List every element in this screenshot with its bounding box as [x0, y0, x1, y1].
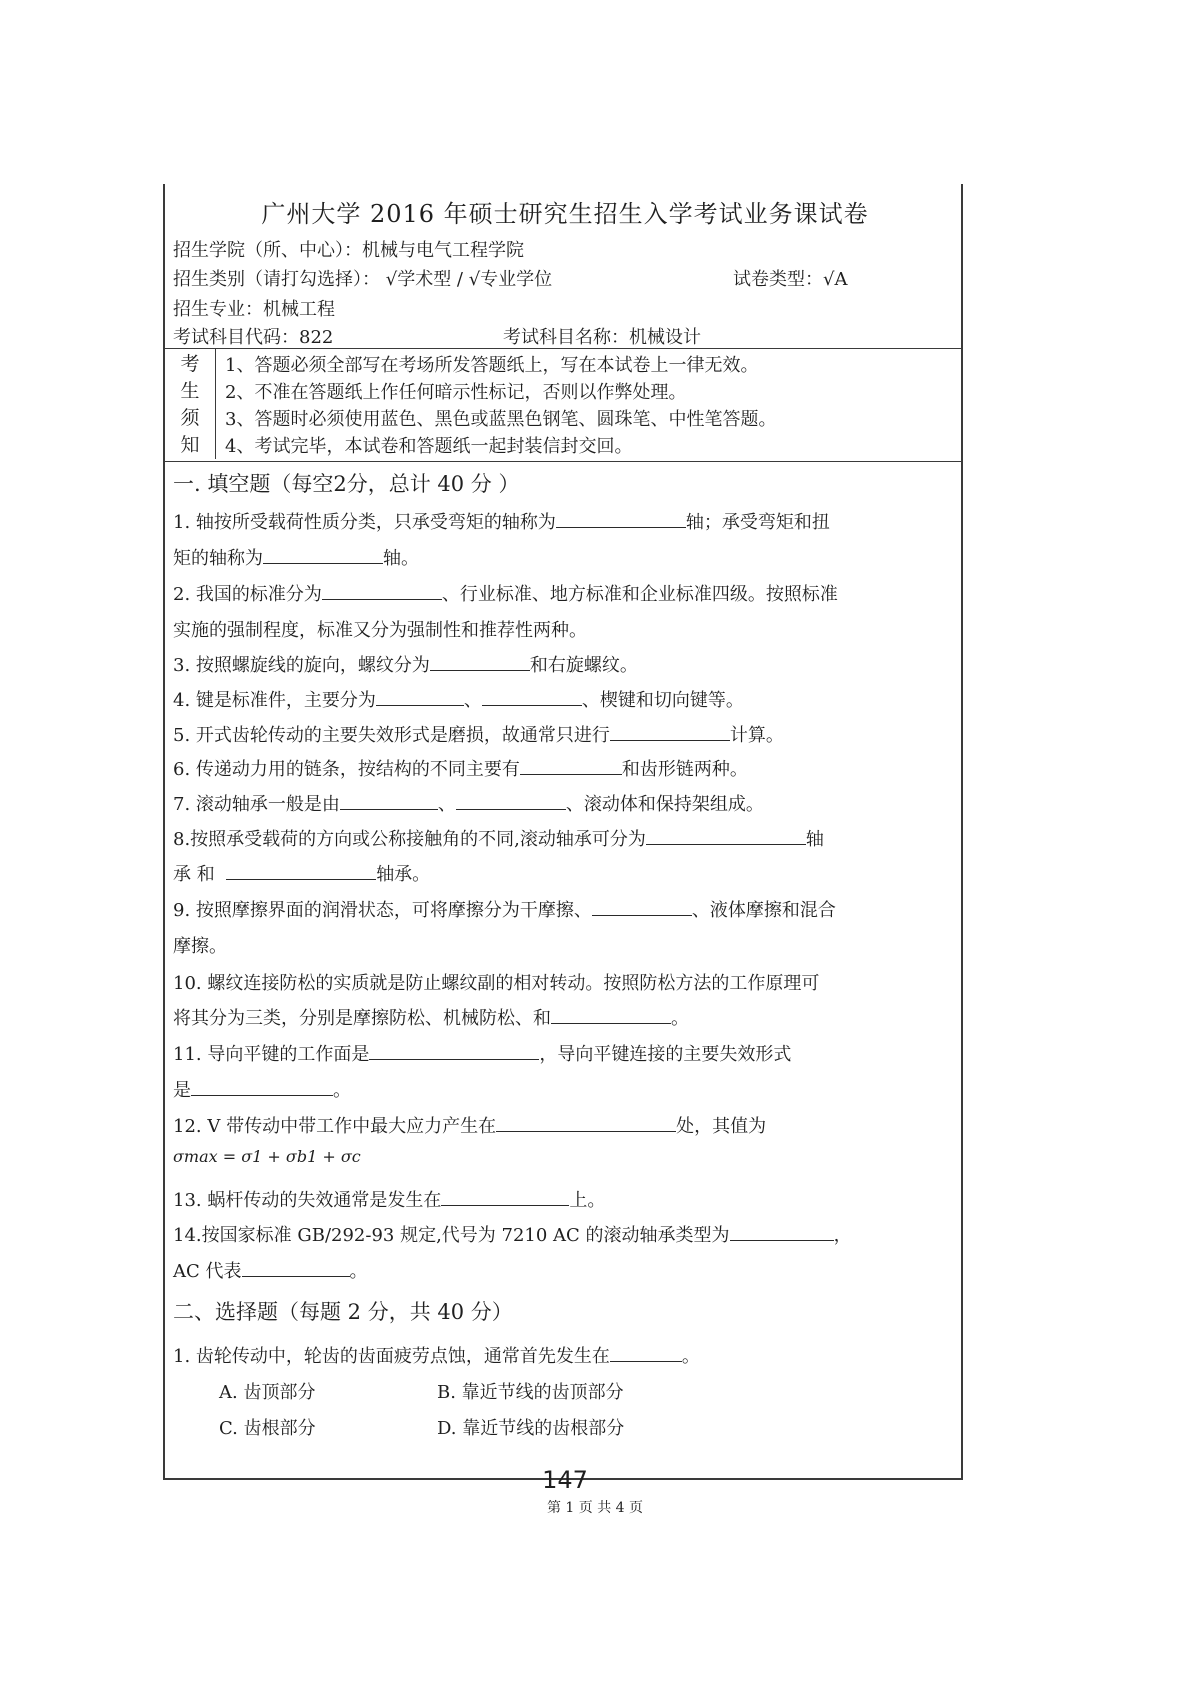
question-1-3: 3. 按照螺旋线的旋向，螺纹分为 和右旋螺纹。 — [173, 651, 638, 677]
notice-side-label — [165, 349, 216, 459]
answer-blank[interactable] — [551, 1005, 671, 1024]
page-footer: 第 1 页 共 4 页 — [546, 1500, 644, 1516]
question-1-9: 9. 按照摩擦界面的润滑状态，可将摩擦分为干摩擦、 、液体摩擦和混合 — [173, 896, 836, 922]
subject-code: 考试科目代码：822 — [173, 327, 334, 348]
answer-blank[interactable] — [610, 1343, 682, 1362]
divider — [165, 461, 961, 462]
answer-blank[interactable] — [556, 509, 686, 528]
notice-side-char: 须 — [180, 407, 200, 429]
answer-blank[interactable] — [242, 1258, 350, 1277]
answer-blank[interactable] — [369, 1041, 539, 1060]
college-line: 招生学院（所、中心）：机械与电气工程学院 — [173, 240, 524, 261]
paper-type: 试卷类型：√A — [733, 269, 848, 290]
question-1-5: 5. 开式齿轮传动的主要失效形式是磨损，故通常只进行 计算。 — [173, 721, 784, 747]
category-line — [173, 265, 953, 291]
subject-name: 考试科目名称：机械设计 — [503, 327, 701, 348]
question-1-13: 13. 蜗杆传动的失效通常是发生在 上。 — [173, 1186, 605, 1212]
exam-title: 广州大学 2016 年硕士研究生招生入学考试业务课试卷 — [261, 200, 869, 228]
answer-blank[interactable] — [520, 756, 622, 775]
answer-blank[interactable] — [191, 1077, 333, 1096]
question-1-10: 10. 螺纹连接防松的实质就是防止螺纹副的相对转动。按照防松方法的工作原理可 — [173, 973, 820, 994]
question-1-1: 1. 轴按所受载荷性质分类，只承受弯矩的轴称为 轴；承受弯矩和扭 — [173, 508, 830, 534]
answer-blank[interactable] — [263, 545, 383, 564]
candidate-notice — [165, 349, 961, 459]
notice-line: 1、答题必须全部写在考场所发答题纸上，写在本试卷上一律无效。 — [225, 355, 759, 376]
question-1-2: 2. 我国的标准分为 、行业标准、地方标准和企业标准四级。按照标准 — [173, 580, 838, 606]
answer-blank[interactable] — [610, 722, 730, 741]
question-1-6: 6. 传递动力用的链条，按结构的不同主要有 和齿形链两种。 — [173, 755, 748, 781]
question-1-4: 4. 键是标准件，主要分为 、 、楔键和切向键等。 — [173, 686, 744, 712]
answer-blank[interactable] — [496, 1113, 676, 1132]
max-stress-formula: σmax = σ1 + σb1 + σc — [173, 1147, 361, 1166]
question-1-7: 7. 滚动轴承一般是由 、 、滚动体和保持架组成。 — [173, 790, 764, 816]
answer-blank[interactable] — [376, 687, 464, 706]
answer-blank[interactable] — [646, 826, 806, 845]
category-text: 招生类别（请打勾选择）： √学术型 / √专业学位 — [173, 269, 553, 290]
option-c: C. 齿根部分 — [219, 1418, 316, 1439]
notice-line: 4、考试完毕，本试卷和答题纸一起封装信封交回。 — [225, 436, 633, 457]
major-line: 招生专业：机械工程 — [173, 299, 335, 320]
notice-side-char: 生 — [180, 380, 200, 402]
answer-blank[interactable] — [226, 861, 376, 880]
section-1-heading: 一. 填空题（每空2分，总计 40 分 ） — [173, 472, 520, 496]
question-1-11-cont: 是 。 — [173, 1076, 351, 1102]
option-a: A. 齿顶部分 — [219, 1382, 316, 1403]
answer-blank[interactable] — [730, 1222, 834, 1241]
question-1-1-cont: 矩的轴称为 轴。 — [173, 544, 419, 570]
section-2-heading: 二、选择题（每题 2 分，共 40 分） — [173, 1300, 513, 1324]
answer-blank[interactable] — [482, 687, 582, 706]
question-1-8-cont: 承 和 轴承。 — [173, 860, 430, 886]
question-1-14-cont: AC 代表 。 — [173, 1257, 368, 1283]
question-1-2-cont: 实施的强制程度，标准又分为强制性和推荐性两种。 — [173, 620, 587, 641]
answer-blank[interactable] — [441, 1187, 569, 1206]
question-1-10-cont: 将其分为三类，分别是摩擦防松、机械防松、和 。 — [173, 1004, 689, 1030]
answer-blank[interactable] — [340, 791, 438, 810]
handwritten-page-number: 147 — [542, 1466, 588, 1494]
option-d: D. 靠近节线的齿根部分 — [437, 1418, 625, 1439]
question-1-8: 8.按照承受载荷的方向或公称接触角的不同,滚动轴承可分为 轴 — [173, 825, 824, 851]
option-b: B. 靠近节线的齿顶部分 — [437, 1382, 624, 1403]
notice-line: 3、答题时必须使用蓝色、黑色或蓝黑色钢笔、圆珠笔、中性笔答题。 — [225, 409, 777, 430]
notice-side-char: 考 — [180, 353, 200, 375]
notice-side-char: 知 — [180, 434, 200, 456]
notice-line: 2、不准在答题纸上作任何暗示性标记，否则以作弊处理。 — [225, 382, 687, 403]
question-2-1: 1. 齿轮传动中，轮齿的齿面疲劳点蚀，通常首先发生在 。 — [173, 1342, 700, 1368]
exam-paper-frame — [163, 184, 963, 1494]
answer-blank[interactable] — [456, 791, 566, 810]
question-1-12: 12. V 带传动中带工作中最大应力产生在 处，其值为 — [173, 1112, 766, 1138]
question-1-14: 14.按国家标准 GB/292-93 规定,代号为 7210 AC 的滚动轴承类型为 ， — [173, 1221, 852, 1247]
answer-blank[interactable] — [322, 581, 442, 600]
question-1-11: 11. 导向平键的工作面是 ，导向平键连接的主要失效形式 — [173, 1040, 791, 1066]
question-1-9-cont: 摩擦。 — [173, 936, 227, 957]
answer-blank[interactable] — [430, 652, 530, 671]
answer-blank[interactable] — [592, 897, 692, 916]
subject-line — [173, 323, 953, 349]
